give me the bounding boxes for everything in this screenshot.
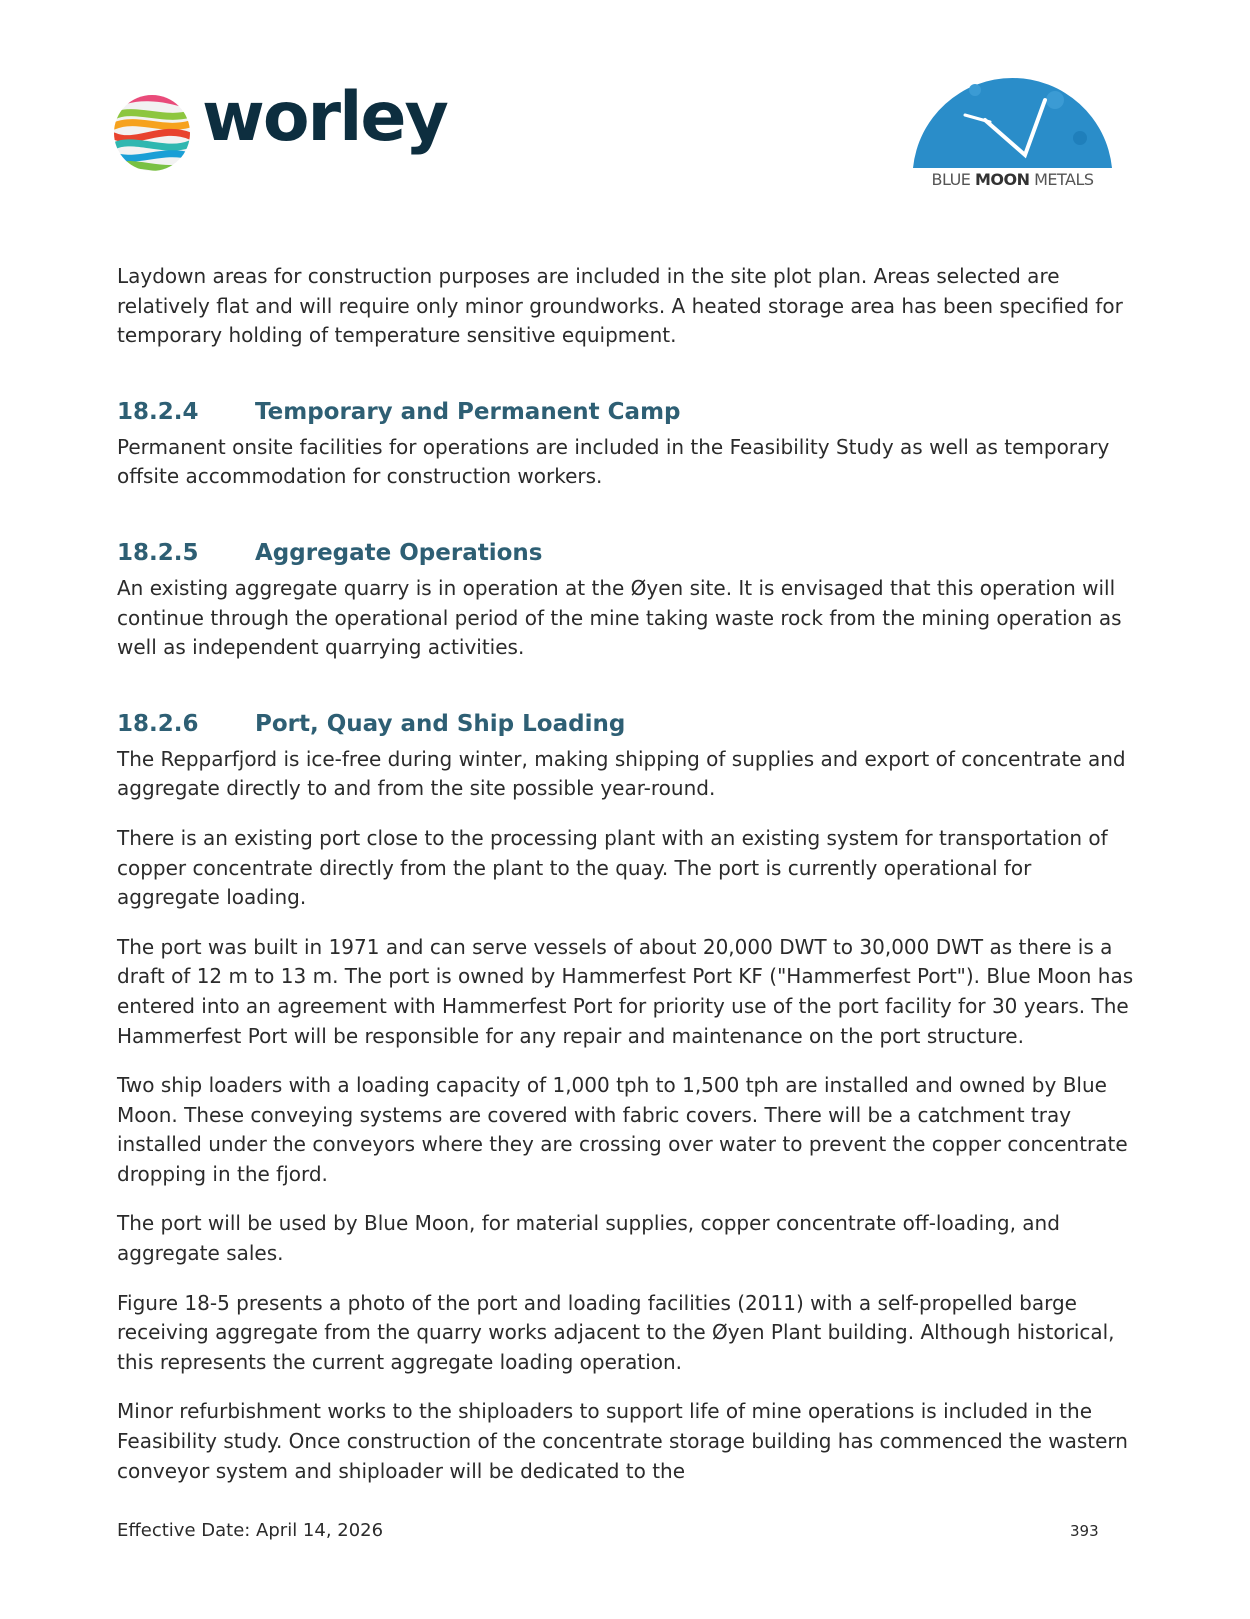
blue-moon-caption: BLUE MOON METALS <box>931 170 1094 189</box>
paragraph: Permanent onsite facilities for operations are included in the Feasibility Study as well as temporary offsite accommodation for construction workers. <box>117 434 1110 489</box>
section-heading-18-2-4 <box>117 397 1137 427</box>
blue-moon-metals-logo <box>905 60 1120 195</box>
paragraph: Two ship loaders with a loading capacity of 1,000 tph to 1,500 tph are installed and owned by Blue Moon. These conveying systems are covered with fabric covers. There will be a catchment tray installed under the conveyors where they are crossing over water to prevent the copper concentrate dropping in the fjord. <box>117 1073 1128 1186</box>
page-number: 393 <box>1070 1522 1099 1540</box>
paragraph: An existing aggregate quarry is in operation at the Øyen site. It is envisaged that this operation will continue through the operational period of the mine taking waste rock from the mining operation as well as independent quarrying activities. <box>117 575 1122 660</box>
section-title: Port, Quay and Ship Loading <box>255 710 626 737</box>
paragraph: The port will be used by Blue Moon, for material supplies, copper concentrate off-loading, and aggregate sales. <box>117 1211 1060 1266</box>
paragraph: Figure 18-5 presents a photo of the port and loading facilities (2011) with a self-propelled barge receiving aggregate from the quarry works adjacent to the Øyen Plant building. Although historical, this represents the current aggregate loading operation. <box>117 1290 1115 1374</box>
paragraph: The Repparfjord is ice-free during winter, making shipping of supplies and export of concentrate and aggregate directly to and from the site possible year-round. <box>117 746 1126 801</box>
section-number: 18.2.6 <box>117 710 199 737</box>
section-number: 18.2.5 <box>117 539 199 566</box>
paragraph: Minor refurbishment works to the shiploaders to support life of mine operations is included in the Feasibility study. Once construction of the concentrate storage building has commenced the wastern conveyor system and shiploader will be dedicated to the <box>117 1399 1128 1483</box>
effective-date: Effective Date: April 14, 2026 <box>117 1520 384 1541</box>
worley-logo <box>112 78 452 180</box>
section-heading-18-2-6 <box>117 709 1137 739</box>
worley-wordmark: worley <box>202 78 447 157</box>
section-heading-18-2-5 <box>117 538 1137 568</box>
intro-paragraph: Laydown areas for construction purposes are included in the site plot plan. Areas selected are relatively flat and will require only minor groundworks. A heated storage area has been specified for temporary holding of temperature sensitive equipment. <box>117 264 1123 348</box>
document-body <box>117 262 1137 1486</box>
section-number: 18.2.4 <box>117 398 199 425</box>
section-title: Temporary and Permanent Camp <box>255 398 681 425</box>
section-title: Aggregate Operations <box>255 539 543 566</box>
paragraph: There is an existing port close to the processing plant with an existing system for transportation of copper concentrate directly from the plant to the quay. The port is currently operational for aggregate loading. <box>117 825 1108 910</box>
blue-moon-dome-icon <box>905 60 1120 170</box>
paragraph: The port was built in 1971 and can serve vessels of about 20,000 DWT to 30,000 DWT as there is a draft of 12 m to 13 m. The port is owned by Hammerfest Port KF ("Hammerfest Port"). Blue Moon has entered into an agreement with Hammerfest Port for priority use of the port facility for 30 years. The Hammerfest Port will be responsible for any repair and maintenance on the port structure. <box>117 934 1134 1048</box>
worley-swirl-logo-icon <box>112 92 192 174</box>
